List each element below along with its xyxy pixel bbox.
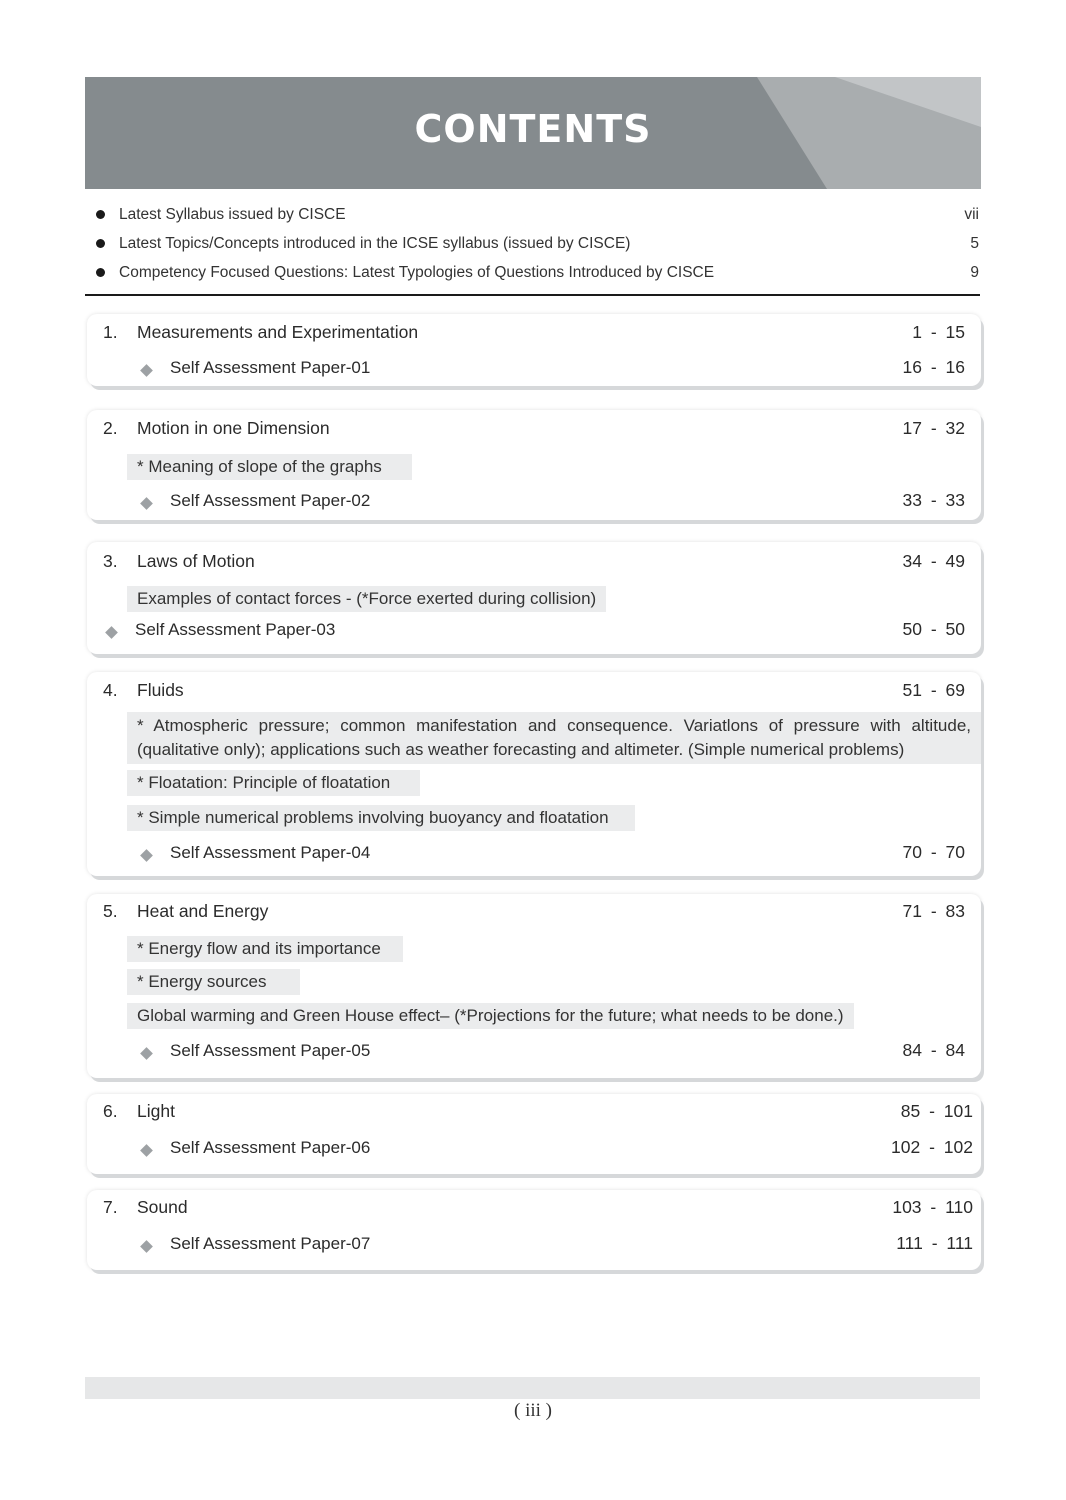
topic-note: * Energy sources xyxy=(127,969,300,995)
chapter-pages: 103 - 110 xyxy=(892,1197,973,1217)
chapter-3 xyxy=(87,542,981,654)
topic-note: * Atmospheric pressure; common manifestation and consequence. Variatlons of pressure with altitude, (qualitative only); applications such as weather forecasting and altimeter. (Simple numerical problems) xyxy=(127,712,981,764)
chapter-5 xyxy=(87,894,981,1078)
bullet-icon xyxy=(96,268,105,277)
chapter-2 xyxy=(87,410,981,520)
assessment-row[interactable] xyxy=(87,1133,981,1163)
page-number: ( iii ) xyxy=(514,1400,552,1421)
topic-note: * Simple numerical problems involving buoyancy and floatation xyxy=(127,805,635,831)
chapter-pages: 17 - 32 xyxy=(902,418,965,438)
assessment-pages: 70 - 70 xyxy=(902,842,965,862)
chapter-pages: 71 - 83 xyxy=(902,901,965,921)
assessment-label: Self Assessment Paper-03 xyxy=(135,620,336,639)
diamond-bullet-icon xyxy=(105,626,118,639)
chapter-number: 2. xyxy=(103,418,118,438)
chapter-title: Laws of Motion xyxy=(137,551,255,571)
assessment-pages: 50 - 50 xyxy=(902,619,965,639)
chapter-heading[interactable] xyxy=(87,318,981,348)
contents-banner xyxy=(85,77,981,189)
chapter-heading[interactable] xyxy=(87,547,981,577)
intro-item-text: Competency Focused Questions: Latest Typologies of Questions Introduced by CISCE xyxy=(119,264,715,281)
intro-item[interactable] xyxy=(85,231,981,260)
intro-item-page: vii xyxy=(964,206,979,223)
topic-note: * Meaning of slope of the graphs xyxy=(127,454,412,480)
assessment-row[interactable] xyxy=(87,615,981,645)
diamond-bullet-icon xyxy=(140,364,153,377)
intro-item[interactable] xyxy=(85,202,981,231)
diamond-bullet-icon xyxy=(140,1047,153,1060)
chapter-number: 4. xyxy=(103,680,118,700)
intro-item-text: Latest Syllabus issued by CISCE xyxy=(119,206,346,223)
chapter-pages: 85 - 101 xyxy=(900,1101,973,1121)
assessment-label: Self Assessment Paper-07 xyxy=(170,1234,371,1253)
assessment-row[interactable] xyxy=(87,1036,981,1066)
page-title: CONTENTS xyxy=(414,107,652,151)
assessment-label: Self Assessment Paper-04 xyxy=(170,843,371,862)
chapter-number: 3. xyxy=(103,551,118,571)
intro-item[interactable] xyxy=(85,260,981,289)
chapter-title: Measurements and Experimentation xyxy=(137,322,419,342)
diamond-bullet-icon xyxy=(140,497,153,510)
chapter-number: 6. xyxy=(103,1101,118,1121)
chapter-number: 1. xyxy=(103,322,118,342)
chapter-heading[interactable] xyxy=(87,897,981,927)
assessment-pages: 102 - 102 xyxy=(891,1137,973,1157)
chapter-number: 7. xyxy=(103,1197,118,1217)
topic-note: Global warming and Green House effect– (*Projections for the future; what needs to be done.) xyxy=(127,1003,854,1029)
assessment-pages: 84 - 84 xyxy=(902,1040,965,1060)
assessment-pages: 111 - 111 xyxy=(896,1233,973,1253)
divider xyxy=(85,294,980,296)
chapter-heading[interactable] xyxy=(87,1193,981,1223)
chapter-pages: 34 - 49 xyxy=(902,551,965,571)
chapter-title: Light xyxy=(137,1101,175,1121)
assessment-row[interactable] xyxy=(87,486,981,516)
intro-item-page: 5 xyxy=(970,235,979,252)
chapter-heading[interactable] xyxy=(87,1097,981,1127)
bullet-icon xyxy=(96,210,105,219)
chapter-heading[interactable] xyxy=(87,676,981,706)
diamond-bullet-icon xyxy=(140,1240,153,1253)
chapter-title: Heat and Energy xyxy=(137,901,269,921)
assessment-label: Self Assessment Paper-01 xyxy=(170,358,371,377)
chapter-4 xyxy=(87,672,981,876)
diamond-bullet-icon xyxy=(140,1144,153,1157)
assessment-label: Self Assessment Paper-05 xyxy=(170,1041,371,1060)
chapter-number: 5. xyxy=(103,901,118,921)
chapter-7 xyxy=(87,1190,981,1270)
bullet-icon xyxy=(96,239,105,248)
chapter-title: Fluids xyxy=(137,680,184,700)
assessment-row[interactable] xyxy=(87,1229,981,1259)
assessment-label: Self Assessment Paper-06 xyxy=(170,1138,371,1157)
chapter-pages: 51 - 69 xyxy=(902,680,965,700)
assessment-row[interactable] xyxy=(87,838,981,868)
topic-note: * Floatation: Principle of floatation xyxy=(127,770,420,796)
chapter-heading[interactable] xyxy=(87,414,981,444)
assessment-label: Self Assessment Paper-02 xyxy=(170,491,371,510)
topic-note: Examples of contact forces - (*Force exerted during collision) xyxy=(127,586,606,612)
intro-item-text: Latest Topics/Concepts introduced in the ICSE syllabus (issued by CISCE) xyxy=(119,235,631,252)
chapter-1 xyxy=(87,314,981,386)
intro-list xyxy=(85,202,981,289)
assessment-row[interactable] xyxy=(87,353,981,383)
assessment-pages: 33 - 33 xyxy=(902,490,965,510)
intro-item-page: 9 xyxy=(970,264,979,281)
footer-bar xyxy=(85,1377,980,1399)
chapter-6 xyxy=(87,1094,981,1174)
chapter-title: Motion in one Dimension xyxy=(137,418,330,438)
chapter-pages: 1 - 15 xyxy=(912,322,965,342)
assessment-pages: 16 - 16 xyxy=(902,357,965,377)
diamond-bullet-icon xyxy=(140,849,153,862)
topic-note: * Energy flow and its importance xyxy=(127,936,403,962)
chapter-title: Sound xyxy=(137,1197,188,1217)
